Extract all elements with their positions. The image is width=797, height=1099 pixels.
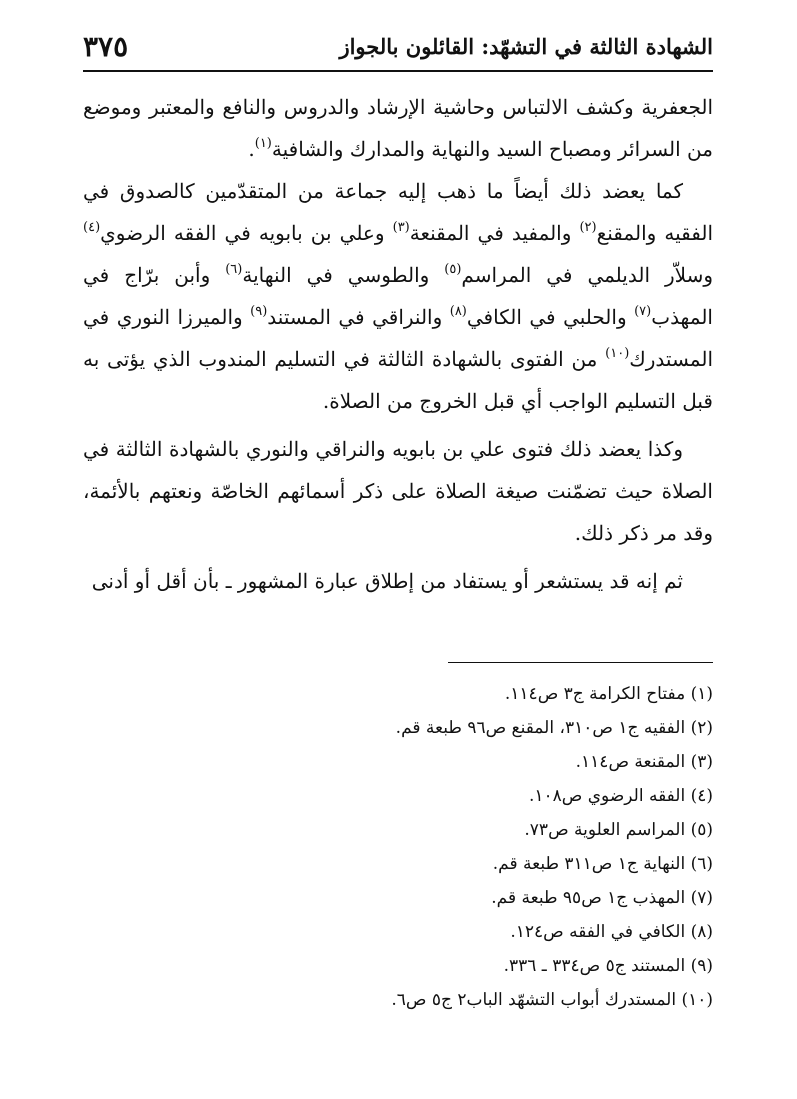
footnote-item: (١) مفتاح الكرامة ج٣ ص١١٤. (504, 684, 713, 704)
footnote-ref-3: (٣) (392, 220, 410, 235)
paragraph-2-part-8: والنراقي في المستند (267, 305, 450, 329)
paragraph-2-part-6: وأبن برّاج في المهذب (83, 263, 713, 329)
footnote-item: (٧) المهذب ج١ ص٩٥ طبعة قم. (491, 888, 713, 908)
running-header (83, 28, 713, 72)
paragraph-1-text: الجعفرية وكشف الالتباس وحاشية الإرشاد والدروس والنافع والمعتبر وموضع من السرائر ومصباح السيد والنهاية والمدارك والشافية (83, 95, 713, 161)
footnote-divider (448, 662, 713, 663)
paragraph-1-end: . (248, 137, 255, 161)
paragraph-2-part-4: وسلاّر الديلمي في المراسم (461, 263, 713, 287)
main-text (83, 86, 713, 602)
paragraph-2-part-1: كما يعضد ذلك أيضاً ما ذهب إليه جماعة من المتقدّمين كالصدوق في الفقيه والمقنع (83, 179, 713, 245)
paragraph-2-part-3: وعلي بن بابويه في الفقه الرضوي (100, 221, 393, 245)
paragraph-1 (83, 86, 713, 170)
footnote-item: (٨) الكافي في الفقه ص١٢٤. (510, 922, 713, 942)
paragraph-2-part-2: والمفيد في المقنعة (409, 221, 580, 245)
paragraph-2 (83, 170, 713, 422)
footnote-ref-6: (٦) (225, 262, 243, 277)
paragraph-2-part-9: والميرزا النوري في المستدرك (83, 305, 713, 371)
header-divider (83, 70, 713, 72)
footnote-ref-5: (٥) (444, 262, 462, 277)
page-number: ٣٧٥ (83, 30, 129, 63)
paragraph-2-part-7: والحلبي في الكافي (466, 305, 635, 329)
footnote-item: (٦) النهاية ج١ ص٣١١ طبعة قم. (492, 854, 713, 874)
footnote-ref-1: (١) (254, 136, 272, 151)
footnote-ref-8: (٨) (449, 304, 467, 319)
footnote-item: (٣) المقنعة ص١١٤. (575, 752, 713, 772)
header-title: الشهادة الثالثة في التشهّد: القائلون بالجواز (339, 34, 713, 59)
paragraph-2-part-10: من الفتوى بالشهادة الثالثة في التسليم المندوب الذي يؤتى به قبل التسليم الواجب أي قبل الخروج من الصلاة. (83, 347, 713, 413)
footnote-item: (٢) الفقيه ج١ ص٣١٠، المقنع ص٩٦ طبعة قم. (395, 718, 713, 738)
footnote-item: (١٠) المستدرك أبواب التشهّد الباب٢ ج٥ ص٦. (391, 990, 713, 1010)
footnote-ref-4: (٤) (83, 220, 101, 235)
footnote-item: (٩) المستند ج٥ ص٣٣٤ ـ ٣٣٦. (503, 956, 713, 976)
paragraph-2-part-5: والطوسي في النهاية (242, 263, 445, 287)
footnote-item: (٥) المراسم العلوية ص٧٣. (524, 820, 713, 840)
footnote-ref-10: (١٠) (605, 346, 630, 361)
footnote-ref-2: (٢) (579, 220, 597, 235)
footnote-ref-7: (٧) (634, 304, 652, 319)
footnotes-list (153, 677, 713, 1017)
paragraph-4: ثم إنه قد يستشعر أو يستفاد من إطلاق عبارة المشهور ـ بأن أقل أو أدنى (91, 569, 683, 593)
footnote-item: (٤) الفقه الرضوي ص١٠٨. (528, 786, 713, 806)
footnote-ref-9: (٩) (250, 304, 268, 319)
paragraph-3: وكذا يعضد ذلك فتوى علي بن بابويه والنراقي والنوري بالشهادة الثالثة في الصلاة حيث تضمّنت صيغة الصلاة على ذكر أسمائهم الخاصّة ونعتهم بالأئمة، وقد مر ذكر ذلك. (83, 437, 713, 545)
